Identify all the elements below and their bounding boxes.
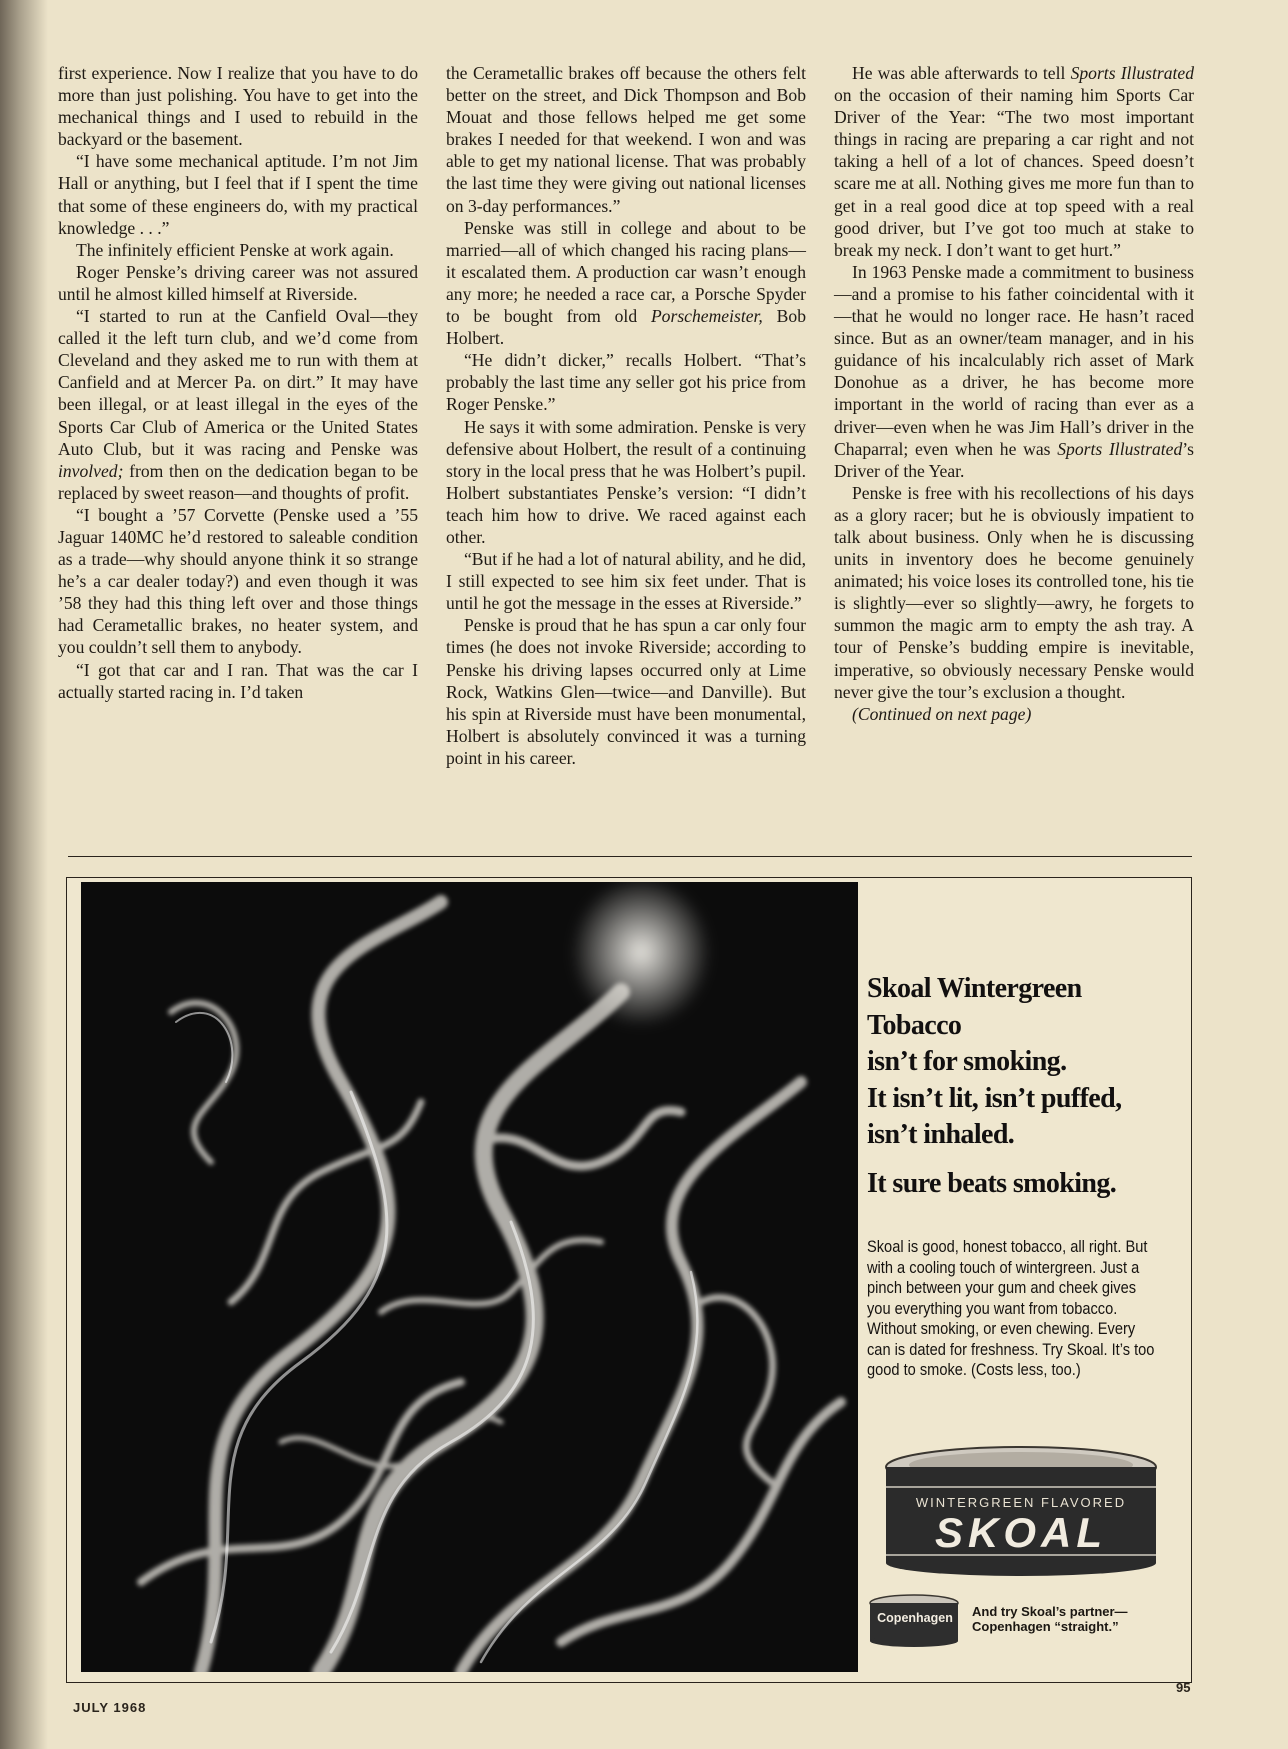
headline-line: Tobacco	[867, 1009, 962, 1041]
paragraph: first experience. Now I realize that you have to do more than just polishing. You have to get into the mechanical things and I used to rebuild in the backyard or the basement.	[58, 63, 418, 150]
paragraph: the Cerametallic brakes off because the others felt better on the street, and Dick Thompson and Bob Mouat and those fellows helped me get some brakes I needed for that weekend. I won and was able to get my national license. That was probably the last time they were giving out national licenses on 3-day performances.”	[446, 63, 806, 216]
article-column-2	[446, 62, 806, 769]
paragraph	[834, 62, 1194, 261]
smoke-illustration	[81, 882, 858, 1672]
paragraph-text: on the occasion of their naming him Sports Car Driver of the Year: “The two most important things in racing are preparing a car right and not taking a hell of a lot of chances. Speed doesn’t scare me at all. Nothing gives me more fun than to get in a real good dice at top speed with a real good driver, but I’ve got too much at stake to break my neck. I don’t want to get hurt.”	[834, 85, 1194, 260]
copenhagen-logo: Copenhagen	[877, 1611, 953, 1625]
headline-line: It isn’t lit, isn’t puffed,	[867, 1082, 1122, 1114]
section-divider	[68, 856, 1192, 857]
paragraph: “I bought a ’57 Corvette (Penske used a ’55 Jaguar 140MC he’d restored to saleable condition as a trade—why should anyone think it so strange he’s a car dealer today?) and even though it was ’58 they had this thing left over and those things had Cerametallic brakes, no heater system, and you couldn’t sell them to anybody.	[58, 504, 418, 658]
paragraph: He says it with some admiration. Penske is very defensive about Holbert, the result of a continuing story in the local press that he was Holbert’s pupil. Holbert substantiates Penske’s version: “I didn’t teach him how to drive. We raced against each other.	[446, 416, 806, 547]
headline-line: isn’t inhaled.	[867, 1119, 1015, 1150]
ad-tagline: It sure beats smoking.	[867, 1167, 1117, 1199]
tin-brand-logo: SKOAL	[935, 1509, 1107, 1556]
paragraph-emphasis: involved;	[58, 460, 124, 481]
page-gutter-shadow	[0, 0, 48, 1749]
paragraph: “I got that car and I ran. That was the car I actually started racing in. I’d taken	[58, 659, 418, 702]
paragraph-emphasis: Sports Illustrated	[1057, 438, 1183, 459]
continued-note: (Continued on next page)	[852, 703, 1032, 724]
paragraph-text: from then on the dedication began to be replaced by sweet reason—and thoughts of profit.	[58, 460, 418, 503]
paragraph: “But if he had a lot of natural ability, and he did, I still expected to see him six feet under. That is until he got the message in the esses at Riverside.”	[446, 549, 806, 614]
paragraph-text: “I started to run at the Canfield Oval—they called it the left turn club, and we’d come from Cleveland and they asked me to run with them at Canfield and at Mercer Pa. on dirt.” It may have been illegal, or at least illegal in the eyes of the Sports Car Club of America or the United States Auto Club, but it was racing and Penske was	[58, 306, 418, 459]
page-number: 95	[1176, 1680, 1191, 1695]
ad-headline	[867, 971, 1187, 1202]
tin-flavor-label: WINTERGREEN FLAVORED	[915, 1495, 1127, 1510]
paragraph: “He didn’t dicker,” recalls Holbert. “That’s probably the last time any seller got his price from Roger Penske.”	[446, 350, 806, 415]
article-column-1	[58, 62, 418, 703]
paragraph-text: In 1963 Penske made a commitment to business—and a promise to his father coincidental with it—that he would no longer race. He hasn’t raced since. But as an owner/team manager, and in his guidance of his incalculably rich asset of Mark Donohue as a driver, he has become more important in the world of racing than ever as a driver—even when he was Jim Hall’s driver in the Chaparral; even when he was	[834, 261, 1194, 459]
paragraph-emphasis: Sports Illustrated	[1070, 63, 1195, 83]
ad-body-copy: Skoal is good, honest tobacco, all right. But with a cooling touch of wintergreen. Just a pinch between your gum and cheek gives you everything you want from tobacco. Without smoking, or even chewing. Every can is dated for freshness. Try Skoal. It’s too good to smoke. (Costs less, too.)	[867, 1237, 1155, 1379]
paragraph: Roger Penske’s driving career was not assured until he almost killed himself at Riverside.	[58, 261, 418, 304]
copenhagen-can-image	[867, 1593, 962, 1649]
skoal-advertisement	[66, 877, 1192, 1683]
paragraph: Penske is free with his recollections of his days as a glory racer; but he is obviously impatient to talk about business. Only when he is discussing units in inventory does he become genuinely animated; his voice loses its controlled tone, his tie is slightly—ever so slightly—awry, he forgets to summon the magic arm to empty the ash tray. A tour of Penske’s budding empire is inevitable, imperative, so obviously necessary Penske would never give the tour’s exclusion a thought.	[834, 482, 1194, 702]
paragraph	[58, 305, 418, 504]
issue-date: JULY 1968	[73, 1700, 147, 1715]
paragraph-text: Bob Holbert.	[446, 306, 806, 349]
paragraph-emphasis: Porschemeister,	[650, 306, 763, 327]
paragraph-text: Penske was still in college and about to be married—all of which changed his racing plans—it escalated them. A production car wasn’t enough any more; he needed a race car, a Porsche Spyder to be bought from old	[446, 217, 806, 327]
paragraph	[446, 217, 806, 350]
paragraph: “I have some mechanical aptitude. I’m not Jim Hall or anything, but I feel that if I spent the time that some of these engineers do, with my practical knowledge . . .”	[58, 151, 418, 238]
paragraph: Penske is proud that he has spun a car only four times (he does not invoke Riverside; according to Penske his driving lapses occurred only at Lime Rock, Watkins Glen—twice—and Danville). But his spin at Riverside must have been monumental, Holbert is absolutely convinced it was a turning point in his career.	[446, 615, 806, 768]
headline-line: isn’t for smoking.	[867, 1046, 1067, 1077]
paragraph-text: ’s Driver of the Year.	[834, 438, 1194, 481]
headline-line: Skoal Wintergreen	[867, 973, 1082, 1004]
paragraph-text: He was able afterwards to tell	[852, 63, 1071, 83]
copenhagen-tagline: And try Skoal’s partner— Copenhagen “straight.”	[972, 1604, 1128, 1634]
paragraph	[834, 261, 1194, 482]
smoke-photograph	[81, 882, 858, 1672]
article-column-3	[834, 62, 1194, 725]
skoal-tin-image	[881, 1443, 1161, 1578]
paragraph: The infinitely efficient Penske at work again.	[76, 239, 394, 260]
